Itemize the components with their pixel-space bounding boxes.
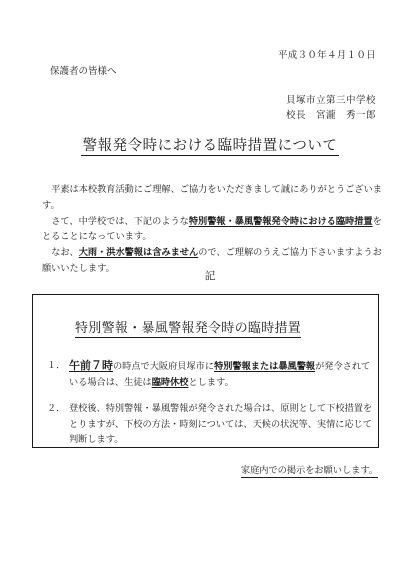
item-1-closure: 臨時休校 <box>151 376 189 388</box>
box-heading <box>75 317 301 336</box>
p3-emphasis: 大雨・洪水警報は含みません <box>78 247 199 259</box>
footer-note-text: 家庭内での掲示をお願いします。 <box>240 465 378 476</box>
item-1-text <box>69 358 375 390</box>
ki-marker: 記 <box>204 270 216 282</box>
item-2-text: 登校後、特別警報・暴風警報が発令された場合は、原則として下校措置をとりますが、下校の方法・時刻については、天候の状況等、実情に応じて判断します。 <box>69 403 373 445</box>
notice-item-1 <box>47 358 375 390</box>
footer-note <box>241 462 378 476</box>
p2-text-c: をとることになっています。 <box>42 215 382 243</box>
p2-emphasis: 特別警報・暴風警報発令時における臨時措置 <box>188 215 373 227</box>
school-name: 貝塚市立第三中学校 <box>285 95 376 106</box>
item-2-number: ２． <box>47 403 66 414</box>
body-paragraph-1: 平素は本校教育活動にご理解、ご協力をいただきまして誠にありがとうございます。 <box>42 184 382 211</box>
body-text <box>42 182 387 277</box>
principal-name: 校長 宮瀧 秀一郎 <box>285 110 376 121</box>
item-1-time: 午前７時 <box>69 359 113 372</box>
document-title <box>0 134 420 155</box>
box-heading-text: 特別警報・暴風警報発令時の臨時措置 <box>75 321 302 336</box>
item-1-text-b: の時点で大阪府貝塚市に <box>113 361 215 372</box>
p2-text-a: さて、中学校では、下記のような <box>51 215 189 227</box>
item-1-text-f: とします。 <box>188 376 234 388</box>
item-1-number: １． <box>47 360 66 371</box>
item-1-warning: 特別警報または暴風警報 <box>214 361 316 372</box>
recipient-line: 保護者の皆様へ <box>50 66 117 77</box>
notice-item-2 <box>47 401 375 448</box>
p3-text-a: なお、 <box>51 247 79 259</box>
notice-box <box>32 294 379 448</box>
letter-date: 平成３０年４月１０日 <box>277 50 376 61</box>
p3-text-c: ので、ご理解のうえご協力下さいますようお願いいたします。 <box>42 247 382 274</box>
document-title-text: 警報発令時における臨時措置について <box>82 138 338 154</box>
body-paragraph-2 <box>42 214 387 246</box>
item-1-text-d: が発令されている場合は、生徒は <box>69 361 371 388</box>
